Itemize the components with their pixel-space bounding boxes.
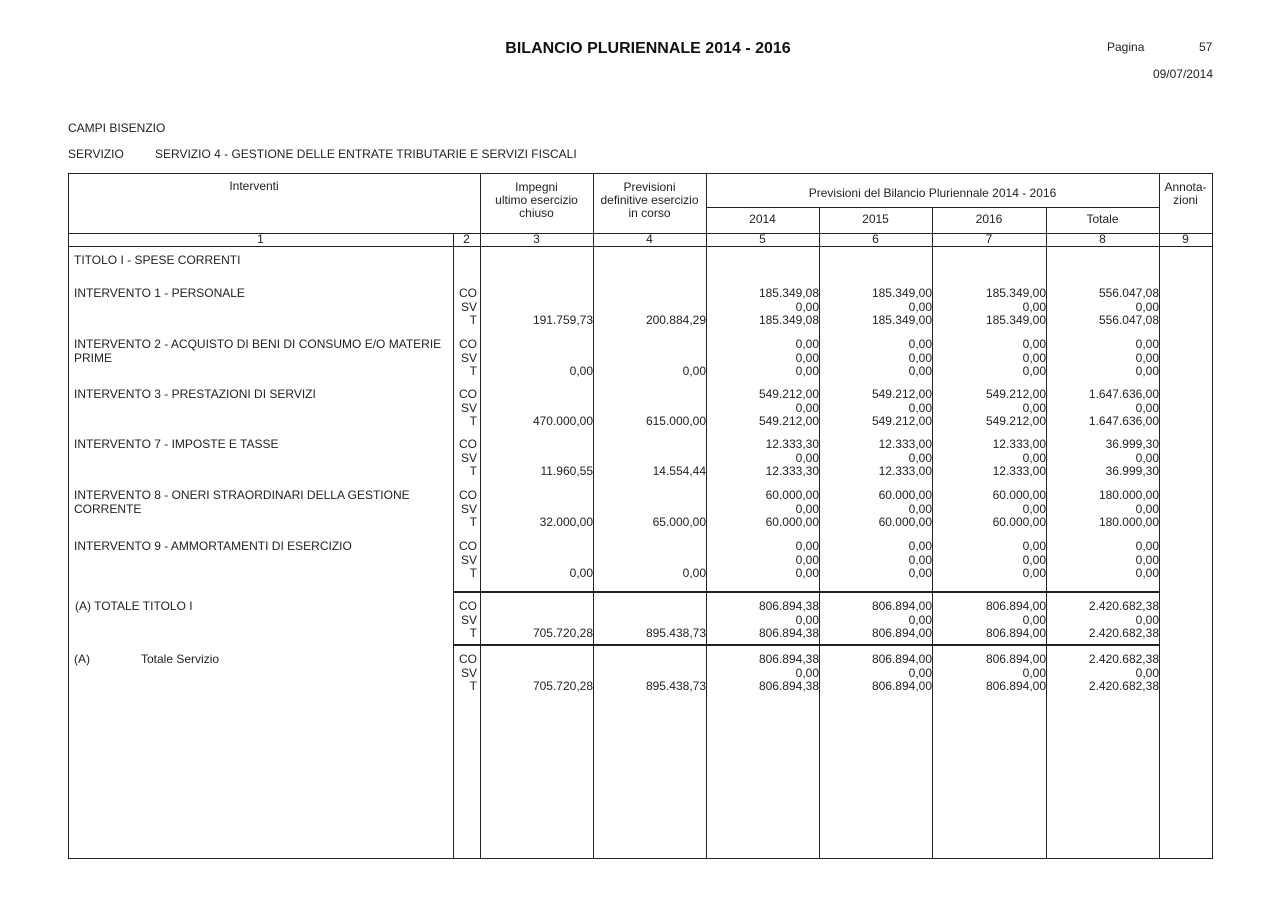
row-code: CO xyxy=(459,387,477,401)
table-border-bottom xyxy=(68,858,1212,859)
header-impegni: ultimo esercizio xyxy=(495,193,578,207)
row-code: T xyxy=(469,464,477,478)
value-cell: 185.349,00 xyxy=(985,313,1046,327)
intervento-label: INTERVENTO 3 - PRESTAZIONI DI SERVIZI xyxy=(74,387,316,401)
value-cell: 0,00 xyxy=(1022,552,1046,567)
value-previsioni: 0,00 xyxy=(682,364,706,378)
value-cell: 185.349,08 xyxy=(758,313,819,327)
value-previsioni: 0,00 xyxy=(682,566,706,580)
value-cell: 0,00 xyxy=(1135,450,1159,465)
value-impegni: 705.720,28 xyxy=(532,679,593,693)
row-code: CO xyxy=(459,652,477,666)
value-cell: 0,00 xyxy=(1022,337,1046,351)
value-cell: 0,00 xyxy=(1135,552,1159,567)
value-cell: 60.000,00 xyxy=(992,515,1046,529)
intervento-label: INTERVENTO 8 - ONERI STRAORDINARI DELLA GESTIONE xyxy=(74,488,410,502)
value-cell: 0,00 xyxy=(795,400,819,415)
header-previsioni: in corso xyxy=(628,206,671,220)
table-border-right xyxy=(1212,173,1213,859)
value-cell: 12.333,00 xyxy=(878,464,932,478)
value-cell: 0,00 xyxy=(1135,299,1159,314)
section-title: TITOLO I - SPESE CORRENTI xyxy=(74,253,241,267)
row-code: CO xyxy=(459,488,477,502)
value-cell: 0,00 xyxy=(795,552,819,567)
value-cell: 12.333,30 xyxy=(765,464,819,478)
value-cell: 1.647.636,00 xyxy=(1088,414,1159,428)
value-cell: 0,00 xyxy=(1022,350,1046,365)
value-cell: 60.000,00 xyxy=(878,488,932,502)
total-separator xyxy=(453,591,1159,593)
value-previsioni: 14.554,44 xyxy=(652,464,706,478)
report-date: 09/07/2014 xyxy=(1152,67,1213,81)
total-label: Totale Servizio xyxy=(141,652,220,666)
value-cell: 0,00 xyxy=(1022,501,1046,516)
value-cell: 0,00 xyxy=(908,501,932,516)
value-cell: 806.894,00 xyxy=(985,652,1046,666)
value-previsioni: 200.884,29 xyxy=(645,313,706,327)
header-year-2016: 2016 xyxy=(975,212,1003,226)
value-cell: 180.000,00 xyxy=(1098,488,1159,502)
value-cell: 0,00 xyxy=(1022,665,1046,680)
total-label: (A) TOTALE TITOLO I xyxy=(75,599,193,613)
value-cell: 806.894,00 xyxy=(871,679,932,693)
value-cell: 12.333,00 xyxy=(992,464,1046,478)
value-cell: 0,00 xyxy=(1135,612,1159,627)
value-cell: 806.894,38 xyxy=(758,679,819,693)
value-cell: 0,00 xyxy=(1022,400,1046,415)
value-cell: 0,00 xyxy=(795,539,819,553)
value-cell: 0,00 xyxy=(1022,450,1046,465)
value-cell: 806.894,00 xyxy=(871,626,932,640)
row-code: T xyxy=(469,313,477,327)
value-cell: 0,00 xyxy=(1135,665,1159,680)
value-previsioni: 615.000,00 xyxy=(645,414,706,428)
page-number: 57 xyxy=(1199,40,1213,54)
value-cell: 0,00 xyxy=(795,612,819,627)
value-cell: 0,00 xyxy=(908,566,932,580)
value-cell: 549.212,00 xyxy=(871,414,932,428)
value-cell: 549.212,00 xyxy=(758,414,819,428)
value-cell: 2.420.682,38 xyxy=(1088,652,1159,666)
page-label: Pagina xyxy=(1107,40,1145,54)
value-cell: 185.349,08 xyxy=(758,286,819,300)
row-code: CO xyxy=(459,337,477,351)
header-year-2015: 2015 xyxy=(862,212,889,226)
intervento-label: PRIME xyxy=(74,350,113,365)
value-cell: 12.333,00 xyxy=(878,437,932,451)
value-cell: 185.349,00 xyxy=(985,286,1046,300)
table-border-top xyxy=(68,173,1212,174)
value-cell: 549.212,00 xyxy=(871,387,932,401)
value-cell: 0,00 xyxy=(908,400,932,415)
column-number: 8 xyxy=(1099,232,1106,246)
value-cell: 806.894,00 xyxy=(985,679,1046,693)
value-cell: 12.333,30 xyxy=(765,437,819,451)
value-impegni: 11.960,55 xyxy=(540,464,593,478)
header-annotazioni: Annota- xyxy=(1164,180,1207,194)
value-cell: 0,00 xyxy=(795,337,819,351)
value-cell: 806.894,38 xyxy=(758,626,819,640)
header-previsioni-bilancio: Previsioni del Bilancio Pluriennale 2014 - 2016 xyxy=(808,186,1057,200)
value-impegni: 32.000,00 xyxy=(539,515,593,529)
value-cell: 0,00 xyxy=(1135,400,1159,415)
value-cell: 180.000,00 xyxy=(1098,515,1159,529)
row-code: SV xyxy=(460,350,477,365)
value-impegni: 0,00 xyxy=(569,566,593,580)
value-cell: 806.894,00 xyxy=(985,626,1046,640)
row-code: SV xyxy=(460,299,477,314)
value-cell: 806.894,38 xyxy=(758,652,819,666)
value-cell: 0,00 xyxy=(908,337,932,351)
value-cell: 60.000,00 xyxy=(765,488,819,502)
value-cell: 60.000,00 xyxy=(878,515,932,529)
value-impegni: 191.759,73 xyxy=(532,313,593,327)
row-code: CO xyxy=(459,437,477,451)
row-code: SV xyxy=(460,665,477,680)
value-cell: 36.999,30 xyxy=(1105,437,1159,451)
value-cell: 0,00 xyxy=(1135,501,1159,516)
row-code: T xyxy=(469,626,477,640)
value-cell: 0,00 xyxy=(908,552,932,567)
service-label: SERVIZIO xyxy=(68,147,124,161)
value-cell: 0,00 xyxy=(908,350,932,365)
value-previsioni: 65.000,00 xyxy=(652,515,706,529)
value-impegni: 0,00 xyxy=(569,364,593,378)
value-cell: 60.000,00 xyxy=(992,488,1046,502)
total-separator xyxy=(453,644,1159,646)
value-cell: 0,00 xyxy=(908,612,932,627)
header-annotazioni: zioni xyxy=(1173,193,1198,207)
value-cell: 0,00 xyxy=(795,364,819,378)
value-cell: 0,00 xyxy=(1022,566,1046,580)
column-number: 1 xyxy=(257,232,264,246)
total-prefix: (A) xyxy=(74,652,90,666)
value-cell: 60.000,00 xyxy=(765,515,819,529)
column-number: 2 xyxy=(463,232,470,246)
header-impegni: Impegni xyxy=(515,180,558,194)
intervento-label: INTERVENTO 7 - IMPOSTE E TASSE xyxy=(74,437,279,451)
value-cell: 556.047,08 xyxy=(1098,286,1159,300)
header-impegni: chiuso xyxy=(519,206,554,220)
column-number: 7 xyxy=(985,232,993,246)
header-year-2014: 2014 xyxy=(749,212,776,226)
value-cell: 806.894,00 xyxy=(871,599,932,613)
value-cell: 2.420.682,38 xyxy=(1088,679,1159,693)
header-totale: Totale xyxy=(1086,212,1119,226)
value-cell: 549.212,00 xyxy=(985,387,1046,401)
value-cell: 0,00 xyxy=(795,665,819,680)
value-impegni: 705.720,28 xyxy=(532,626,593,640)
value-cell: 0,00 xyxy=(795,450,819,465)
value-cell: 0,00 xyxy=(1135,337,1159,351)
value-cell: 0,00 xyxy=(908,539,932,553)
value-cell: 1.647.636,00 xyxy=(1088,387,1159,401)
intervento-label: CORRENTE xyxy=(74,501,142,516)
value-cell: 0,00 xyxy=(1135,350,1159,365)
intervento-label: INTERVENTO 1 - PERSONALE xyxy=(74,286,245,300)
row-code: SV xyxy=(460,450,477,465)
value-cell: 0,00 xyxy=(908,364,932,378)
value-cell: 0,00 xyxy=(1135,539,1159,553)
value-cell: 0,00 xyxy=(1022,612,1046,627)
value-cell: 0,00 xyxy=(1135,364,1159,378)
value-previsioni: 895.438,73 xyxy=(645,679,706,693)
value-cell: 806.894,38 xyxy=(758,599,819,613)
header-interventi: Interventi xyxy=(229,179,279,193)
value-cell: 2.420.682,38 xyxy=(1088,626,1159,640)
row-code: SV xyxy=(460,400,477,415)
value-cell: 0,00 xyxy=(795,299,819,314)
row-code: T xyxy=(469,364,477,378)
row-code: T xyxy=(469,515,477,529)
value-previsioni: 895.438,73 xyxy=(645,626,706,640)
value-cell: 12.333,00 xyxy=(992,437,1046,451)
value-cell: 0,00 xyxy=(1022,299,1046,314)
column-number: 5 xyxy=(759,232,766,246)
row-code: SV xyxy=(460,552,477,567)
value-cell: 0,00 xyxy=(1135,566,1159,580)
value-impegni: 470.000,00 xyxy=(532,414,593,428)
value-cell: 0,00 xyxy=(1022,539,1046,553)
row-code: T xyxy=(469,679,477,693)
value-cell: 0,00 xyxy=(795,350,819,365)
header-previsioni: definitive esercizio xyxy=(600,193,699,207)
value-cell: 2.420.682,38 xyxy=(1088,599,1159,613)
header-previsioni: Previsioni xyxy=(623,180,676,194)
row-code: SV xyxy=(460,612,477,627)
value-cell: 549.212,00 xyxy=(985,414,1046,428)
value-cell: 0,00 xyxy=(908,299,932,314)
value-cell: 0,00 xyxy=(1022,364,1046,378)
column-divider xyxy=(1159,173,1160,858)
row-code: T xyxy=(469,414,477,428)
table-border-left xyxy=(68,173,69,858)
column-number: 4 xyxy=(646,232,653,246)
document-title: BILANCIO PLURIENNALE 2014 - 2016 xyxy=(505,40,791,57)
value-cell: 806.894,00 xyxy=(985,599,1046,613)
value-cell: 0,00 xyxy=(795,566,819,580)
value-cell: 36.999,30 xyxy=(1105,464,1159,478)
row-code: CO xyxy=(459,539,477,553)
number-row-line xyxy=(68,246,1212,247)
value-cell: 0,00 xyxy=(795,501,819,516)
entity-name: CAMPI BISENZIO xyxy=(68,121,166,135)
row-code: CO xyxy=(459,599,477,613)
intervento-label: INTERVENTO 9 - AMMORTAMENTI DI ESERCIZIO xyxy=(74,539,352,553)
column-number: 9 xyxy=(1182,232,1189,246)
intervento-label: INTERVENTO 2 - ACQUISTO DI BENI DI CONSUMO E/O MATERIE xyxy=(74,337,442,351)
value-cell: 0,00 xyxy=(908,450,932,465)
row-code: SV xyxy=(460,501,477,516)
value-cell: 185.349,00 xyxy=(871,313,932,327)
value-cell: 549.212,00 xyxy=(758,387,819,401)
row-code: CO xyxy=(459,286,477,300)
column-number: 6 xyxy=(872,232,879,246)
value-cell: 556.047,08 xyxy=(1098,313,1159,327)
value-cell: 806.894,00 xyxy=(871,652,932,666)
service-name: SERVIZIO 4 - GESTIONE DELLE ENTRATE TRIBUTARIE E SERVIZI FISCALI xyxy=(155,147,577,161)
value-cell: 185.349,00 xyxy=(871,286,932,300)
value-cell: 0,00 xyxy=(908,665,932,680)
column-number: 3 xyxy=(533,232,540,246)
row-code: T xyxy=(469,566,477,580)
header-subdivider xyxy=(706,207,1159,208)
